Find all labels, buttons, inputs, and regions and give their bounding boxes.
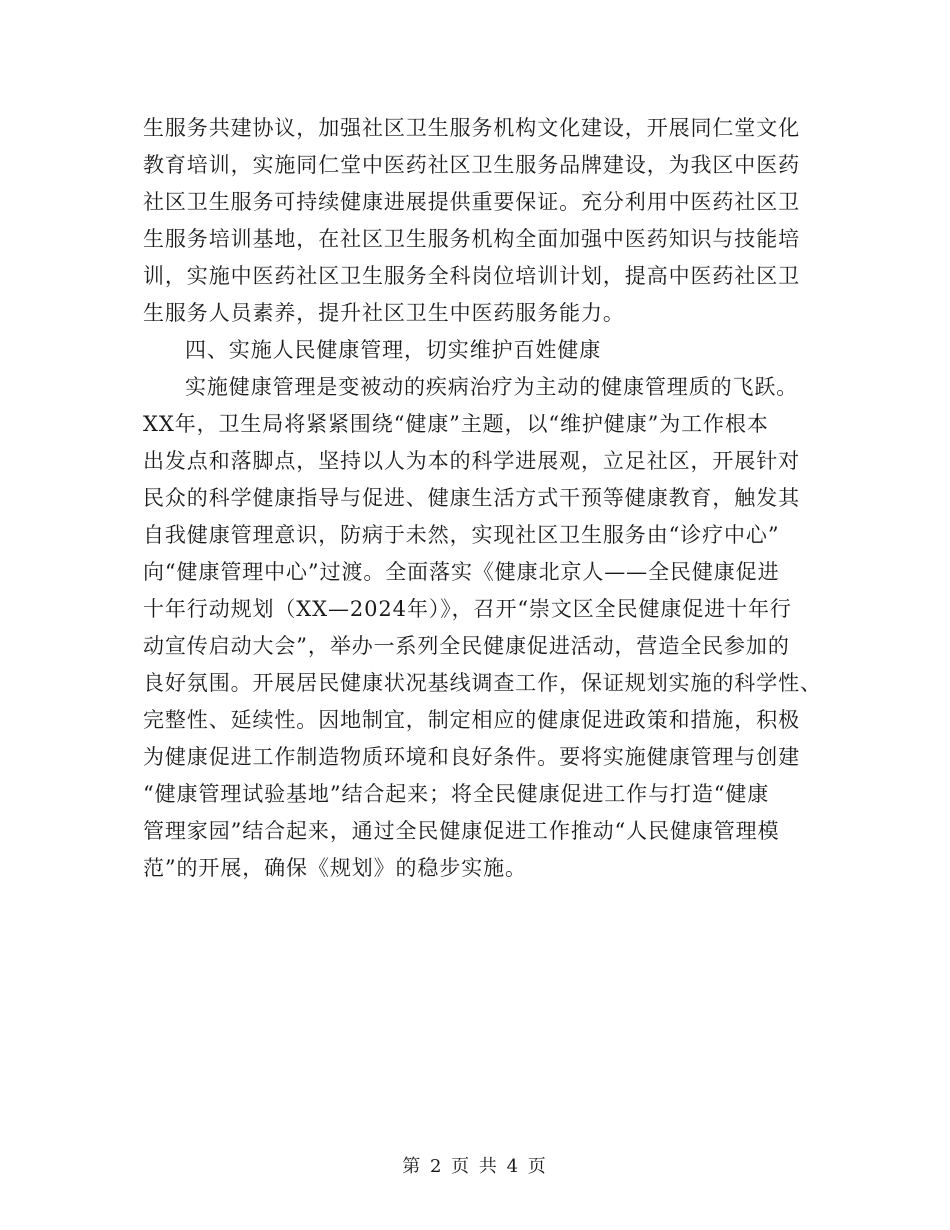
body-line: 完整性、延续性。因地制宜，制定相应的健康促进政策和措施，积极 (143, 708, 800, 732)
body-line: 范”的开展，确保《规划》的稳步实施。 (143, 856, 527, 880)
body-line: 向“健康管理中心”过渡。全面落实《健康北京人——全民健康促进 (143, 560, 780, 584)
body-line: 训，实施中医药社区卫生服务全科岗位培训计划，提高中医药社区卫 (143, 264, 800, 288)
document-body (143, 110, 822, 887)
body-line: 实施健康管理是变被动的疾病治疗为主动的健康管理质的飞跃。 (185, 375, 799, 399)
page-number-footer: 第 2 页 共 4 页 (402, 1156, 548, 1177)
body-line: 社区卫生服务可持续健康进展提供重要保证。充分利用中医药社区卫 (143, 190, 800, 214)
section-heading: 四、实施人民健康管理，切实维护百姓健康 (185, 338, 602, 362)
body-line: 生服务培训基地，在社区卫生服务机构全面加强中医药知识与技能培 (143, 227, 800, 251)
body-line: 民众的科学健康指导与促进、健康生活方式干预等健康教育，触发其 (143, 486, 800, 510)
body-line: 动宣传启动大会”，举办一系列全民健康促进活动，营造全民参加的 (143, 634, 790, 658)
body-line: 管理家园”结合起来，通过全民健康促进工作推动“人民健康管理模 (143, 819, 780, 843)
body-line: 十年行动规划（XX—2024年）》，召开“崇文区全民健康促进十年行 (143, 597, 792, 621)
body-line: 生服务人员素养，提升社区卫生中医药服务能力。 (143, 301, 625, 325)
body-line: 为健康促进工作制造物质环境和良好条件。要将实施健康管理与创建 (143, 745, 800, 769)
body-line: XX年，卫生局将紧紧围绕“健康”主题，以“维护健康”为工作根本 (143, 412, 769, 436)
body-line: 自我健康管理意识，防病于未然，实现社区卫生服务由“诊疗中心” (143, 523, 780, 547)
body-line: 出发点和落脚点，坚持以人为本的科学进展观，立足社区，开展针对 (143, 449, 800, 473)
body-line: 生服务共建协议，加强社区卫生服务机构文化建设，开展同仁堂文化 (143, 116, 800, 140)
body-line: “健康管理试验基地”结合起来；将全民健康促进工作与打造“健康 (143, 782, 770, 806)
body-line: 教育培训，实施同仁堂中医药社区卫生服务品牌建设，为我区中医药 (143, 153, 800, 177)
body-line: 良好氛围。开展居民健康状况基线调查工作，保证规划实施的科学性、 (143, 671, 822, 695)
